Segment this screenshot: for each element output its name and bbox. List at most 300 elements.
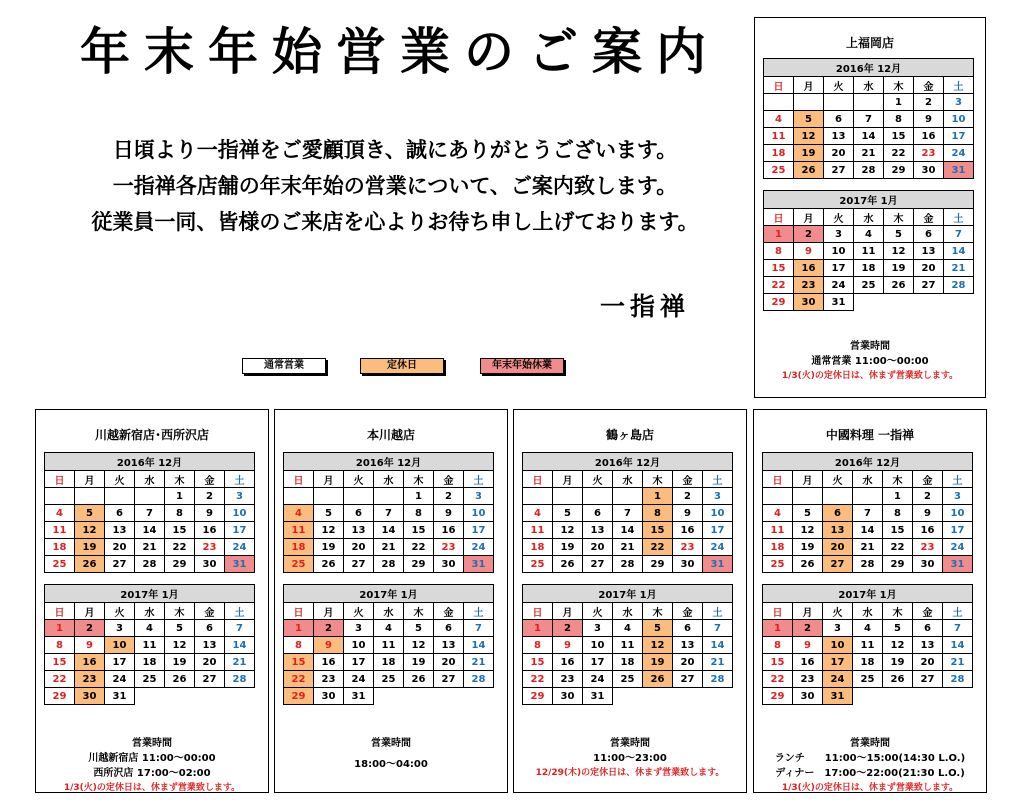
weekday-header: 金 [434, 471, 464, 488]
day-cell: 14 [225, 637, 255, 654]
day-cell: 30 [673, 556, 703, 573]
day-cell: 23 [793, 671, 823, 688]
weekday-header: 木 [643, 603, 673, 620]
day-cell: 5 [75, 505, 105, 522]
empty-day-cell [195, 688, 225, 705]
empty-day-cell [45, 488, 75, 505]
day-cell: 18 [523, 539, 553, 556]
weekday-header: 日 [284, 603, 314, 620]
empty-day-cell [763, 488, 793, 505]
day-cell: 6 [823, 505, 853, 522]
day-cell: 14 [374, 522, 404, 539]
empty-day-cell [854, 94, 884, 111]
day-cell: 22 [45, 671, 75, 688]
day-cell: 12 [75, 522, 105, 539]
day-cell: 11 [374, 637, 404, 654]
day-cell: 28 [225, 671, 255, 688]
weekday-header: 金 [195, 471, 225, 488]
empty-day-cell [823, 488, 853, 505]
day-cell: 31 [823, 688, 853, 705]
day-cell: 22 [883, 539, 913, 556]
day-cell: 17 [823, 654, 853, 671]
hours-note: 1/3(火)の定休日は、休まず営業致します。 [781, 371, 959, 381]
day-cell: 14 [613, 522, 643, 539]
day-cell: 7 [944, 226, 974, 243]
day-cell: 29 [165, 556, 195, 573]
day-cell: 1 [643, 488, 673, 505]
calendar-dec [44, 452, 255, 573]
hours-line: 通常営業 11:00〜00:00 [811, 356, 929, 367]
day-cell: 13 [913, 637, 943, 654]
day-cell: 4 [854, 226, 884, 243]
empty-day-cell [853, 488, 883, 505]
day-cell: 17 [105, 654, 135, 671]
weekday-header: 火 [583, 471, 613, 488]
day-cell: 3 [703, 488, 733, 505]
day-cell: 3 [344, 620, 374, 637]
day-cell: 5 [404, 620, 434, 637]
empty-day-cell [523, 488, 553, 505]
empty-day-cell [464, 688, 494, 705]
calendar-dec [762, 452, 973, 573]
day-cell: 21 [225, 654, 255, 671]
empty-day-cell [135, 488, 165, 505]
store-panel [513, 409, 747, 793]
day-cell: 2 [793, 620, 823, 637]
empty-day-cell [673, 688, 703, 705]
day-cell: 14 [464, 637, 494, 654]
day-cell: 31 [464, 556, 494, 573]
day-cell: 3 [105, 620, 135, 637]
day-cell: 13 [105, 522, 135, 539]
day-cell: 1 [883, 488, 913, 505]
day-cell: 27 [914, 277, 944, 294]
hours-line: ランチ 11:00〜15:00(14:30 L.O.) [774, 753, 966, 764]
day-cell: 1 [165, 488, 195, 505]
day-cell: 19 [75, 539, 105, 556]
weekday-header: 水 [854, 209, 884, 226]
day-cell: 25 [613, 671, 643, 688]
hours-note: 12/29(木)の定休日は、休まず営業致します。 [535, 768, 725, 778]
weekday-header: 日 [764, 209, 794, 226]
day-cell: 28 [944, 277, 974, 294]
day-cell: 11 [764, 128, 794, 145]
day-cell: 29 [763, 688, 793, 705]
store-name: 本川越店 [366, 428, 415, 442]
day-cell: 1 [763, 620, 793, 637]
day-cell: 31 [943, 556, 973, 573]
day-cell: 10 [703, 505, 733, 522]
legend-closed: 定休日 [360, 358, 444, 374]
weekday-header: 日 [763, 471, 793, 488]
day-cell: 7 [225, 620, 255, 637]
day-cell: 27 [583, 556, 613, 573]
weekday-header: 土 [464, 471, 494, 488]
empty-day-cell [314, 488, 344, 505]
day-cell: 27 [824, 162, 854, 179]
weekday-header: 月 [793, 471, 823, 488]
day-cell: 6 [434, 620, 464, 637]
day-cell: 21 [703, 654, 733, 671]
day-cell: 12 [883, 637, 913, 654]
weekday-header: 水 [613, 471, 643, 488]
day-cell: 3 [824, 226, 854, 243]
weekday-header: 月 [794, 209, 824, 226]
day-cell: 16 [75, 654, 105, 671]
day-cell: 2 [314, 620, 344, 637]
day-cell: 5 [643, 620, 673, 637]
weekday-header: 木 [165, 603, 195, 620]
weekday-header: 火 [824, 209, 854, 226]
store-name: 上福岡店 [845, 36, 894, 50]
weekday-header: 火 [824, 77, 854, 94]
day-cell: 20 [434, 654, 464, 671]
weekday-header: 木 [884, 209, 914, 226]
day-cell: 13 [823, 522, 853, 539]
day-cell: 19 [314, 539, 344, 556]
day-cell: 15 [763, 654, 793, 671]
day-cell: 19 [883, 654, 913, 671]
day-cell: 4 [763, 505, 793, 522]
empty-day-cell [764, 94, 794, 111]
day-cell: 15 [165, 522, 195, 539]
day-cell: 4 [135, 620, 165, 637]
day-cell: 24 [703, 539, 733, 556]
day-cell: 13 [673, 637, 703, 654]
day-cell: 11 [763, 522, 793, 539]
day-cell: 14 [943, 637, 973, 654]
day-cell: 16 [793, 654, 823, 671]
empty-day-cell [913, 688, 943, 705]
day-cell: 30 [553, 688, 583, 705]
day-cell: 1 [523, 620, 553, 637]
day-cell: 22 [763, 671, 793, 688]
day-cell: 3 [944, 94, 974, 111]
day-cell: 10 [944, 111, 974, 128]
weekday-header: 水 [374, 471, 404, 488]
day-cell: 18 [853, 654, 883, 671]
day-cell: 24 [824, 277, 854, 294]
day-cell: 14 [135, 522, 165, 539]
day-cell: 21 [853, 539, 883, 556]
day-cell: 19 [794, 145, 824, 162]
day-cell: 26 [794, 162, 824, 179]
day-cell: 31 [344, 688, 374, 705]
greeting-line: 一指禅各店舗の年末年始の営業について、ご案内致します。 [112, 173, 678, 198]
day-cell: 1 [404, 488, 434, 505]
weekday-header: 火 [344, 471, 374, 488]
weekday-header: 土 [944, 77, 974, 94]
weekday-header: 木 [884, 77, 914, 94]
day-cell: 31 [583, 688, 613, 705]
empty-day-cell [703, 688, 733, 705]
day-cell: 11 [45, 522, 75, 539]
weekday-header: 水 [135, 471, 165, 488]
day-cell: 21 [374, 539, 404, 556]
weekday-header: 木 [404, 471, 434, 488]
hours-note: 1/3(火)の定休日は、休まず営業致します。 [63, 783, 241, 793]
day-cell: 7 [854, 111, 884, 128]
calendar-caption: 2017年 1月 [523, 585, 733, 603]
day-cell: 13 [914, 243, 944, 260]
calendar-caption: 2017年 1月 [284, 585, 494, 603]
day-cell: 9 [914, 111, 944, 128]
weekday-header: 金 [914, 209, 944, 226]
day-cell: 15 [404, 522, 434, 539]
day-cell: 2 [195, 488, 225, 505]
day-cell: 30 [314, 688, 344, 705]
day-cell: 28 [464, 671, 494, 688]
day-cell: 6 [344, 505, 374, 522]
weekday-header: 金 [434, 603, 464, 620]
day-cell: 7 [374, 505, 404, 522]
hours-title: 営業時間 [850, 738, 890, 749]
day-cell: 29 [523, 688, 553, 705]
day-cell: 27 [344, 556, 374, 573]
greeting-line: 従業員一同、皆様のご来店を心よりお待ち申し上げております。 [91, 209, 699, 234]
weekday-header: 金 [195, 603, 225, 620]
weekday-header: 金 [913, 603, 943, 620]
day-cell: 30 [914, 162, 944, 179]
day-cell: 17 [344, 654, 374, 671]
day-cell: 24 [943, 539, 973, 556]
day-cell: 6 [913, 620, 943, 637]
day-cell: 11 [853, 637, 883, 654]
day-cell: 28 [703, 671, 733, 688]
day-cell: 22 [643, 539, 673, 556]
day-cell: 29 [45, 688, 75, 705]
day-cell: 21 [135, 539, 165, 556]
day-cell: 3 [464, 488, 494, 505]
day-cell: 21 [464, 654, 494, 671]
hours-line: 川越新宿店 11:00〜00:00 [88, 753, 216, 764]
day-cell: 6 [824, 111, 854, 128]
weekday-header: 木 [883, 603, 913, 620]
day-cell: 8 [404, 505, 434, 522]
day-cell: 25 [374, 671, 404, 688]
day-cell: 8 [45, 637, 75, 654]
day-cell: 27 [195, 671, 225, 688]
day-cell: 20 [583, 539, 613, 556]
day-cell: 18 [763, 539, 793, 556]
day-cell: 17 [944, 128, 974, 145]
day-cell: 29 [284, 688, 314, 705]
calendar-dec [522, 452, 733, 573]
day-cell: 12 [165, 637, 195, 654]
day-cell: 28 [853, 556, 883, 573]
hours-line: 11:00〜23:00 [593, 753, 667, 764]
empty-day-cell [344, 488, 374, 505]
hours-line: 18:00〜04:00 [354, 759, 428, 770]
calendar-caption: 2016年 12月 [763, 453, 973, 471]
day-cell: 26 [404, 671, 434, 688]
day-cell: 30 [794, 294, 824, 311]
store-name: 中國料理 一指禅 [825, 428, 915, 442]
day-cell: 29 [643, 556, 673, 573]
business-hours [275, 736, 507, 772]
day-cell: 22 [764, 277, 794, 294]
day-cell: 4 [284, 505, 314, 522]
day-cell: 16 [195, 522, 225, 539]
day-cell: 18 [374, 654, 404, 671]
empty-day-cell [613, 488, 643, 505]
calendar-dec [283, 452, 494, 573]
weekday-header: 木 [883, 471, 913, 488]
day-cell: 10 [464, 505, 494, 522]
hours-title: 営業時間 [850, 341, 890, 352]
day-cell: 27 [823, 556, 853, 573]
business-hours [36, 736, 268, 796]
day-cell: 26 [643, 671, 673, 688]
day-cell: 20 [673, 654, 703, 671]
day-cell: 26 [793, 556, 823, 573]
day-cell: 6 [914, 226, 944, 243]
day-cell: 15 [643, 522, 673, 539]
day-cell: 9 [75, 637, 105, 654]
day-cell: 31 [944, 162, 974, 179]
day-cell: 9 [434, 505, 464, 522]
day-cell: 14 [703, 637, 733, 654]
weekday-header: 月 [75, 471, 105, 488]
day-cell: 13 [195, 637, 225, 654]
store-name: 川越新宿店･西所沢店 [94, 428, 209, 442]
business-hours [754, 736, 986, 796]
calendar-dec [763, 58, 974, 179]
day-cell: 23 [794, 277, 824, 294]
weekday-header: 水 [853, 471, 883, 488]
day-cell: 17 [583, 654, 613, 671]
day-cell: 18 [613, 654, 643, 671]
day-cell: 9 [673, 505, 703, 522]
weekday-header: 月 [314, 603, 344, 620]
day-cell: 2 [914, 94, 944, 111]
day-cell: 19 [793, 539, 823, 556]
empty-day-cell [374, 688, 404, 705]
day-cell: 7 [613, 505, 643, 522]
day-cell: 15 [883, 522, 913, 539]
day-cell: 8 [284, 637, 314, 654]
day-cell: 18 [45, 539, 75, 556]
empty-day-cell [434, 688, 464, 705]
day-cell: 7 [853, 505, 883, 522]
hours-line: 西所沢店 17:00〜02:00 [93, 768, 211, 779]
day-cell: 16 [914, 128, 944, 145]
day-cell: 26 [314, 556, 344, 573]
store-name: 鶴ヶ島店 [605, 428, 654, 442]
day-cell: 31 [105, 688, 135, 705]
weekday-header: 月 [75, 603, 105, 620]
day-cell: 5 [883, 620, 913, 637]
day-cell: 8 [884, 111, 914, 128]
day-cell: 22 [404, 539, 434, 556]
day-cell: 20 [195, 654, 225, 671]
day-cell: 27 [434, 671, 464, 688]
day-cell: 17 [703, 522, 733, 539]
day-cell: 15 [764, 260, 794, 277]
day-cell: 24 [105, 671, 135, 688]
empty-day-cell [404, 688, 434, 705]
weekday-header: 火 [344, 603, 374, 620]
empty-day-cell [884, 294, 914, 311]
day-cell: 1 [45, 620, 75, 637]
day-cell: 22 [523, 671, 553, 688]
empty-day-cell [824, 94, 854, 111]
weekday-header: 金 [673, 471, 703, 488]
day-cell: 11 [854, 243, 884, 260]
calendar-caption: 2016年 12月 [284, 453, 494, 471]
empty-day-cell [914, 294, 944, 311]
day-cell: 5 [793, 505, 823, 522]
day-cell: 30 [793, 688, 823, 705]
hours-title: 営業時間 [610, 738, 650, 749]
day-cell: 5 [794, 111, 824, 128]
day-cell: 20 [105, 539, 135, 556]
weekday-header: 月 [793, 603, 823, 620]
empty-day-cell [643, 688, 673, 705]
calendar-jan [762, 584, 973, 705]
day-cell: 13 [583, 522, 613, 539]
day-cell: 2 [75, 620, 105, 637]
day-cell: 21 [854, 145, 884, 162]
day-cell: 12 [884, 243, 914, 260]
day-cell: 8 [763, 637, 793, 654]
day-cell: 8 [883, 505, 913, 522]
day-cell: 8 [643, 505, 673, 522]
day-cell: 12 [553, 522, 583, 539]
day-cell: 27 [673, 671, 703, 688]
empty-day-cell [225, 688, 255, 705]
day-cell: 9 [793, 637, 823, 654]
calendar-caption: 2017年 1月 [763, 585, 973, 603]
store-panel [274, 409, 508, 793]
day-cell: 10 [105, 637, 135, 654]
day-cell: 20 [823, 539, 853, 556]
day-cell: 28 [943, 671, 973, 688]
day-cell: 10 [824, 243, 854, 260]
empty-day-cell [374, 488, 404, 505]
weekday-header: 日 [284, 471, 314, 488]
day-cell: 20 [344, 539, 374, 556]
day-cell: 16 [794, 260, 824, 277]
day-cell: 17 [943, 522, 973, 539]
store-panel [753, 409, 987, 793]
day-cell: 3 [225, 488, 255, 505]
day-cell: 2 [434, 488, 464, 505]
weekday-header: 水 [374, 603, 404, 620]
day-cell: 30 [913, 556, 943, 573]
weekday-header: 月 [314, 471, 344, 488]
day-cell: 29 [883, 556, 913, 573]
day-cell: 10 [225, 505, 255, 522]
weekday-header: 土 [943, 471, 973, 488]
day-cell: 24 [944, 145, 974, 162]
day-cell: 5 [165, 620, 195, 637]
empty-day-cell [583, 488, 613, 505]
day-cell: 26 [883, 671, 913, 688]
weekday-header: 水 [853, 603, 883, 620]
day-cell: 16 [434, 522, 464, 539]
day-cell: 4 [45, 505, 75, 522]
empty-day-cell [135, 688, 165, 705]
day-cell: 16 [553, 654, 583, 671]
weekday-header: 水 [613, 603, 643, 620]
day-cell: 24 [823, 671, 853, 688]
weekday-header: 土 [464, 603, 494, 620]
day-cell: 29 [884, 162, 914, 179]
hours-note: 1/3(火)の定休日は、休まず営業致します。 [781, 783, 959, 793]
store-panel [754, 17, 986, 398]
weekday-header: 日 [763, 603, 793, 620]
